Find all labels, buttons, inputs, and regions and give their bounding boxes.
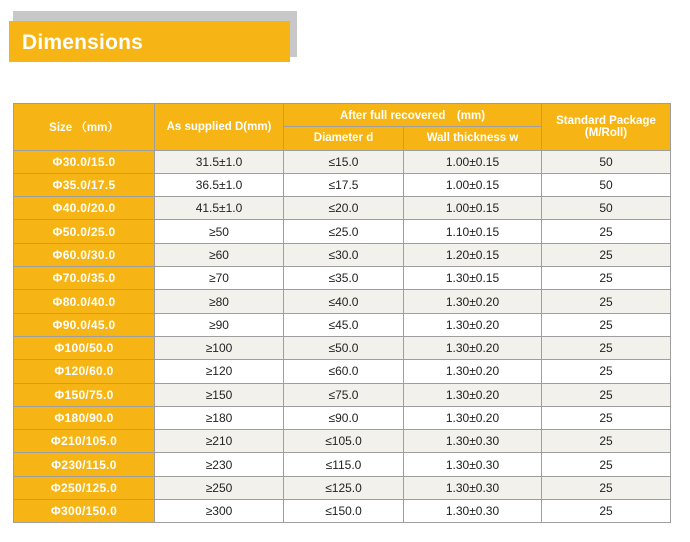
table-row bbox=[14, 500, 671, 523]
package-cell: 25 bbox=[542, 383, 671, 406]
package-cell: 50 bbox=[542, 150, 671, 173]
table-row bbox=[14, 197, 671, 220]
package-cell: 25 bbox=[542, 313, 671, 336]
table-row bbox=[14, 290, 671, 313]
supplied-cell: ≥300 bbox=[155, 500, 284, 523]
diameter-cell: ≤125.0 bbox=[284, 476, 404, 499]
size-cell: Φ60.0/30.0 bbox=[14, 243, 155, 266]
supplied-cell: 41.5±1.0 bbox=[155, 197, 284, 220]
package-cell: 50 bbox=[542, 173, 671, 196]
wall-thickness-cell: 1.00±0.15 bbox=[404, 150, 542, 173]
page-title: Dimensions bbox=[22, 31, 144, 54]
size-cell: Φ35.0/17.5 bbox=[14, 173, 155, 196]
size-cell: Φ180/90.0 bbox=[14, 406, 155, 429]
supplied-cell: ≥250 bbox=[155, 476, 284, 499]
supplied-cell: ≥180 bbox=[155, 406, 284, 429]
wall-thickness-cell: 1.20±0.15 bbox=[404, 243, 542, 266]
wall-thickness-cell: 1.30±0.20 bbox=[404, 406, 542, 429]
supplied-cell: 31.5±1.0 bbox=[155, 150, 284, 173]
table-row bbox=[14, 476, 671, 499]
size-cell: Φ120/60.0 bbox=[14, 360, 155, 383]
supplied-cell: ≥100 bbox=[155, 336, 284, 359]
package-cell: 25 bbox=[542, 267, 671, 290]
size-cell: Φ70.0/35.0 bbox=[14, 267, 155, 290]
header-package: Standard Package (M/Roll) bbox=[542, 104, 671, 151]
table-row bbox=[14, 220, 671, 243]
table-row bbox=[14, 173, 671, 196]
size-cell: Φ210/105.0 bbox=[14, 430, 155, 453]
supplied-cell: ≥120 bbox=[155, 360, 284, 383]
table-header bbox=[14, 104, 671, 151]
size-cell: Φ90.0/45.0 bbox=[14, 313, 155, 336]
header-wall: Wall thickness w bbox=[404, 127, 542, 150]
supplied-cell: 36.5±1.0 bbox=[155, 173, 284, 196]
wall-thickness-cell: 1.30±0.15 bbox=[404, 267, 542, 290]
size-cell: Φ50.0/25.0 bbox=[14, 220, 155, 243]
package-cell: 25 bbox=[542, 243, 671, 266]
header-diameter: Diameter d bbox=[284, 127, 404, 150]
supplied-cell: ≥60 bbox=[155, 243, 284, 266]
supplied-cell: ≥150 bbox=[155, 383, 284, 406]
diameter-cell: ≤25.0 bbox=[284, 220, 404, 243]
header-recovered: After full recovered (mm) bbox=[284, 104, 542, 127]
table-row bbox=[14, 267, 671, 290]
package-cell: 25 bbox=[542, 476, 671, 499]
package-cell: 25 bbox=[542, 430, 671, 453]
package-cell: 25 bbox=[542, 220, 671, 243]
supplied-cell: ≥230 bbox=[155, 453, 284, 476]
size-cell: Φ100/50.0 bbox=[14, 336, 155, 359]
header-size: Size （mm） bbox=[14, 104, 155, 151]
wall-thickness-cell: 1.30±0.20 bbox=[404, 336, 542, 359]
supplied-cell: ≥210 bbox=[155, 430, 284, 453]
header-supplied: As supplied D(mm) bbox=[155, 104, 284, 151]
size-cell: Φ150/75.0 bbox=[14, 383, 155, 406]
package-cell: 50 bbox=[542, 197, 671, 220]
diameter-cell: ≤90.0 bbox=[284, 406, 404, 429]
diameter-cell: ≤45.0 bbox=[284, 313, 404, 336]
dimensions-table bbox=[13, 103, 671, 523]
wall-thickness-cell: 1.30±0.20 bbox=[404, 290, 542, 313]
size-cell: Φ250/125.0 bbox=[14, 476, 155, 499]
table-row bbox=[14, 336, 671, 359]
diameter-cell: ≤35.0 bbox=[284, 267, 404, 290]
wall-thickness-cell: 1.30±0.20 bbox=[404, 360, 542, 383]
table-row bbox=[14, 383, 671, 406]
diameter-cell: ≤20.0 bbox=[284, 197, 404, 220]
package-cell: 25 bbox=[542, 453, 671, 476]
wall-thickness-cell: 1.30±0.20 bbox=[404, 383, 542, 406]
diameter-cell: ≤50.0 bbox=[284, 336, 404, 359]
supplied-cell: ≥70 bbox=[155, 267, 284, 290]
table-row bbox=[14, 313, 671, 336]
table-row bbox=[14, 360, 671, 383]
package-cell: 25 bbox=[542, 500, 671, 523]
package-cell: 25 bbox=[542, 406, 671, 429]
wall-thickness-cell: 1.30±0.30 bbox=[404, 430, 542, 453]
size-cell: Φ30.0/15.0 bbox=[14, 150, 155, 173]
wall-thickness-cell: 1.00±0.15 bbox=[404, 173, 542, 196]
wall-thickness-cell: 1.00±0.15 bbox=[404, 197, 542, 220]
table-body bbox=[14, 150, 671, 523]
diameter-cell: ≤75.0 bbox=[284, 383, 404, 406]
diameter-cell: ≤60.0 bbox=[284, 360, 404, 383]
size-cell: Φ300/150.0 bbox=[14, 500, 155, 523]
wall-thickness-cell: 1.10±0.15 bbox=[404, 220, 542, 243]
diameter-cell: ≤30.0 bbox=[284, 243, 404, 266]
supplied-cell: ≥80 bbox=[155, 290, 284, 313]
supplied-cell: ≥90 bbox=[155, 313, 284, 336]
title-banner bbox=[9, 21, 290, 62]
package-cell: 25 bbox=[542, 290, 671, 313]
wall-thickness-cell: 1.30±0.30 bbox=[404, 453, 542, 476]
size-cell: Φ230/115.0 bbox=[14, 453, 155, 476]
wall-thickness-cell: 1.30±0.20 bbox=[404, 313, 542, 336]
package-cell: 25 bbox=[542, 360, 671, 383]
table-row bbox=[14, 406, 671, 429]
diameter-cell: ≤15.0 bbox=[284, 150, 404, 173]
wall-thickness-cell: 1.30±0.30 bbox=[404, 500, 542, 523]
wall-thickness-cell: 1.30±0.30 bbox=[404, 476, 542, 499]
size-cell: Φ80.0/40.0 bbox=[14, 290, 155, 313]
supplied-cell: ≥50 bbox=[155, 220, 284, 243]
diameter-cell: ≤105.0 bbox=[284, 430, 404, 453]
diameter-cell: ≤150.0 bbox=[284, 500, 404, 523]
table-row bbox=[14, 243, 671, 266]
size-cell: Φ40.0/20.0 bbox=[14, 197, 155, 220]
table-row bbox=[14, 150, 671, 173]
diameter-cell: ≤115.0 bbox=[284, 453, 404, 476]
package-cell: 25 bbox=[542, 336, 671, 359]
diameter-cell: ≤40.0 bbox=[284, 290, 404, 313]
diameter-cell: ≤17.5 bbox=[284, 173, 404, 196]
table-row bbox=[14, 430, 671, 453]
table-row bbox=[14, 453, 671, 476]
